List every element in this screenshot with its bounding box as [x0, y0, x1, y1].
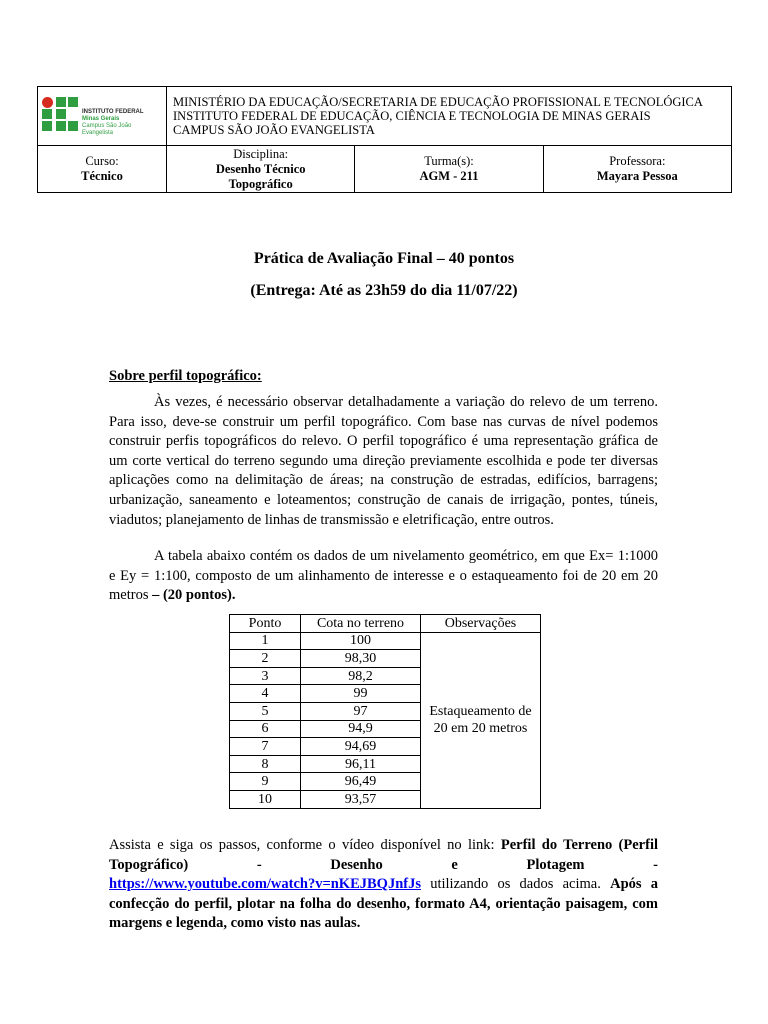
- disciplina-value-2: Topográfico: [228, 176, 293, 191]
- instructions-block: [109, 836, 658, 934]
- video-link[interactable]: https://www.youtube.com/watch?v=nKEJBQJnfJs: [109, 876, 421, 892]
- ponto-cell: 3: [230, 667, 301, 685]
- cota-cell: 99: [301, 685, 421, 703]
- cota-cell: 94,9: [301, 720, 421, 738]
- org-line-ministry: MINISTÉRIO DA EDUCAÇÃO/SECRETARIA DE EDUCAÇÃO PROFISSIONAL E TECNOLÓGICA: [173, 95, 703, 109]
- ponto-cell: 6: [230, 720, 301, 738]
- table-row: [230, 632, 541, 650]
- org-line-campus: CAMPUS SÃO JOÃO EVANGELISTA: [173, 123, 375, 137]
- instructions-rest: https://www.youtube.com/watch?v=nKEJBQJnfJs utilizando os dados acima. Após a confecção do perfil, plotar na folha do desenho, formato A4, orientação paisagem, com margens e legenda, como visto nas aulas.: [109, 876, 658, 931]
- table-header-row: [230, 615, 541, 633]
- ponto-cell: 9: [230, 773, 301, 791]
- cota-cell: 97: [301, 702, 421, 720]
- cota-cell: 98,2: [301, 667, 421, 685]
- professora-label: Professora:: [609, 154, 666, 168]
- disciplina-value-1: Desenho Técnico: [215, 161, 306, 176]
- logo-cell: [38, 87, 167, 146]
- paragraph-intro: Às vezes, é necessário observar detalhadamente a variação do relevo de um terreno. Para isso, deve-se construir um perfil topográfico. Com base nas curvas de nível podemos construir perfis topográficos do relevo. O perfil topográfico é uma representação gráfica de um corte vertical do terreno segundo uma direção previamente escolhida e pode ter diversas aplicações como na delimitação de áreas; na construção de estradas, edifícios, barragens; urbanização, saneamento e loteamentos; construção de canais de irrigação, pontes, túneis, viadutos; planejamento de linhas de transmissão e eletrificação, entre outros.: [109, 394, 658, 528]
- turma-value: AGM - 211: [419, 169, 479, 183]
- page-title: Prática de Avaliação Final – 40 pontos: [253, 250, 515, 267]
- org-cell: [167, 87, 732, 146]
- institution-logo: [38, 88, 164, 144]
- cota-cell: 93,57: [301, 790, 421, 808]
- instructions-line-1: Assista e siga os passos, conforme o vídeo disponível no link: Perfil do Terreno (Perfil: [109, 837, 658, 853]
- turma-cell: [355, 146, 543, 193]
- header-table: [37, 86, 732, 193]
- ponto-cell: 8: [230, 755, 301, 773]
- leveling-table: [229, 614, 541, 809]
- section-heading: Sobre perfil topográfico:: [109, 368, 262, 384]
- header-ponto: Ponto: [230, 615, 301, 633]
- disciplina-label: Disciplina:: [233, 146, 289, 161]
- ponto-cell: 4: [230, 685, 301, 703]
- logo-text: INSTITUTO FEDERAL Minas Gerais Campus São João Evangelista: [82, 109, 144, 136]
- curso-value: Técnico: [81, 169, 123, 183]
- ponto-cell: 10: [230, 790, 301, 808]
- observation-cell: Estaqueamento de 20 em 20 metros: [421, 632, 541, 808]
- header-cota: Cota no terreno: [301, 615, 421, 633]
- turma-label: Turma(s):: [424, 154, 474, 168]
- ponto-cell: 5: [230, 702, 301, 720]
- ponto-cell: 2: [230, 650, 301, 668]
- logo-red-dot: [42, 97, 53, 108]
- cota-cell: 96,49: [301, 773, 421, 791]
- page-subtitle: (Entrega: Até as 23h59 do dia 11/07/22): [250, 282, 518, 299]
- cota-cell: 100: [301, 632, 421, 650]
- paragraph-table-intro: A tabela abaixo contém os dados de um nivelamento geométrico, em que Ex= 1:1000 e Ey = 1:100, composto de um alinhamento de interesse e o estaqueamento foi de 20 em 20 metros – (20 pontos).: [109, 548, 658, 604]
- header-observacoes: Observações: [421, 615, 541, 633]
- cota-cell: 98,30: [301, 650, 421, 668]
- org-line-institute: INSTITUTO FEDERAL DE EDUCAÇÃO, CIÊNCIA E TECNOLOGIA DE MINAS GERAIS: [173, 109, 651, 123]
- professora-cell: [543, 146, 731, 193]
- ponto-cell: 7: [230, 738, 301, 756]
- disciplina-cell: [167, 146, 355, 193]
- professora-value: Mayara Pessoa: [596, 169, 678, 183]
- cota-cell: 96,11: [301, 755, 421, 773]
- instructions-line-2: Topográfico) - Desenho e Plotagem -: [109, 856, 658, 873]
- curso-cell: [38, 146, 167, 193]
- ponto-cell: 1: [230, 632, 301, 650]
- curso-label: Curso:: [85, 154, 119, 168]
- cota-cell: 94,69: [301, 738, 421, 756]
